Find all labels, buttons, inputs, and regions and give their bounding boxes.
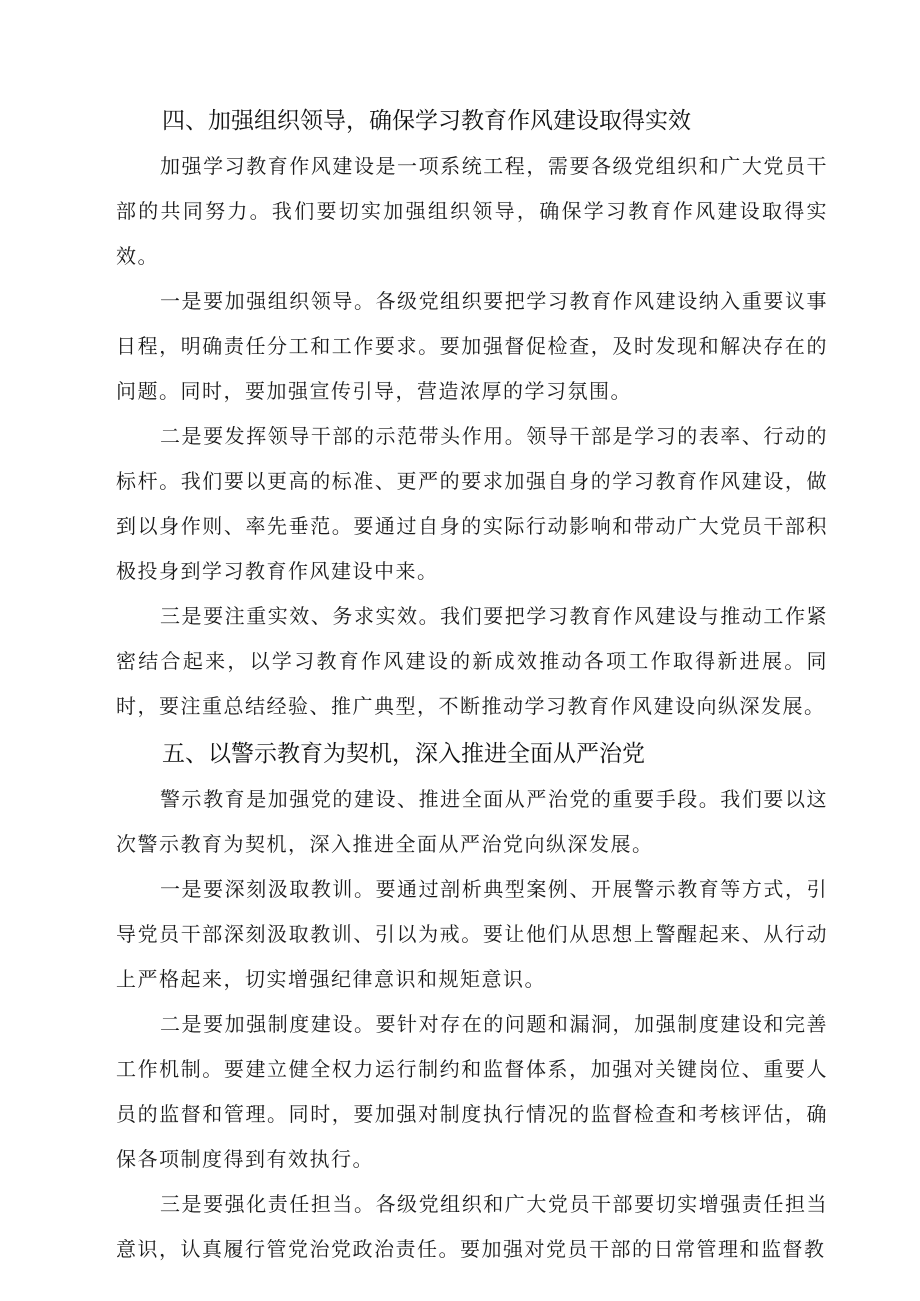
document-body: [116, 98, 828, 1272]
paragraph: 一是要加强组织领导。各级党组织要把学习教育作风建设纳入重要议事日程，明确责任分工和工作要求。要加强督促检查，及时发现和解决存在的问题。同时，要加强宣传引导，营造浓厚的学习氛围。: [116, 289, 828, 403]
paragraph: 三是要注重实效、务求实效。我们要把学习教育作风建设与推动工作紧密结合起来，以学习教育作风建设的新成效推动各项工作取得新进展。同时，要注重总结经验、推广典型，不断推动学习教育作风建设向纵深发展。: [116, 604, 828, 718]
paragraph: 一是要深刻汲取教训。要通过剖析典型案例、开展警示教育等方式，引导党员干部深刻汲取教训、引以为戒。要让他们从思想上警醒起来、从行动上严格起来，切实增强纪律意识和规矩意识。: [116, 877, 828, 991]
paragraph: 二是要加强制度建设。要针对存在的问题和漏洞，加强制度建设和完善工作机制。要建立健全权力运行制约和监督体系，加强对关键岗位、重要人员的监督和管理。同时，要加强对制度执行情况的监督检查和考核评估，确保各项制度得到有效执行。: [116, 1012, 828, 1171]
paragraph: 三是要强化责任担当。各级党组织和广大党员干部要切实增强责任担当意识，认真履行管党治党政治责任。要加强对党员干部的日常管理和监督教: [116, 1192, 828, 1261]
section-heading-4: 四、加强组织领导，确保学习教育作风建设取得实效: [162, 108, 691, 134]
paragraph: 加强学习教育作风建设是一项系统工程，需要各级党组织和广大党员干部的共同努力。我们要切实加强组织领导，确保学习教育作风建设取得实效。: [116, 154, 828, 268]
paragraph: 二是要发挥领导干部的示范带头作用。领导干部是学习的表率、行动的标杆。我们要以更高的标准、更严的要求加强自身的学习教育作风建设，做到以身作则、率先垂范。要通过自身的实际行动影响和带动广大党员干部积极投身到学习教育作风建设中来。: [116, 424, 828, 583]
section-heading-5: 五、以警示教育为契机，深入推进全面从严治党: [162, 741, 645, 767]
paragraph: 警示教育是加强党的建设、推进全面从严治党的重要手段。我们要以这次警示教育为契机，深入推进全面从严治党向纵深发展。: [116, 787, 828, 856]
